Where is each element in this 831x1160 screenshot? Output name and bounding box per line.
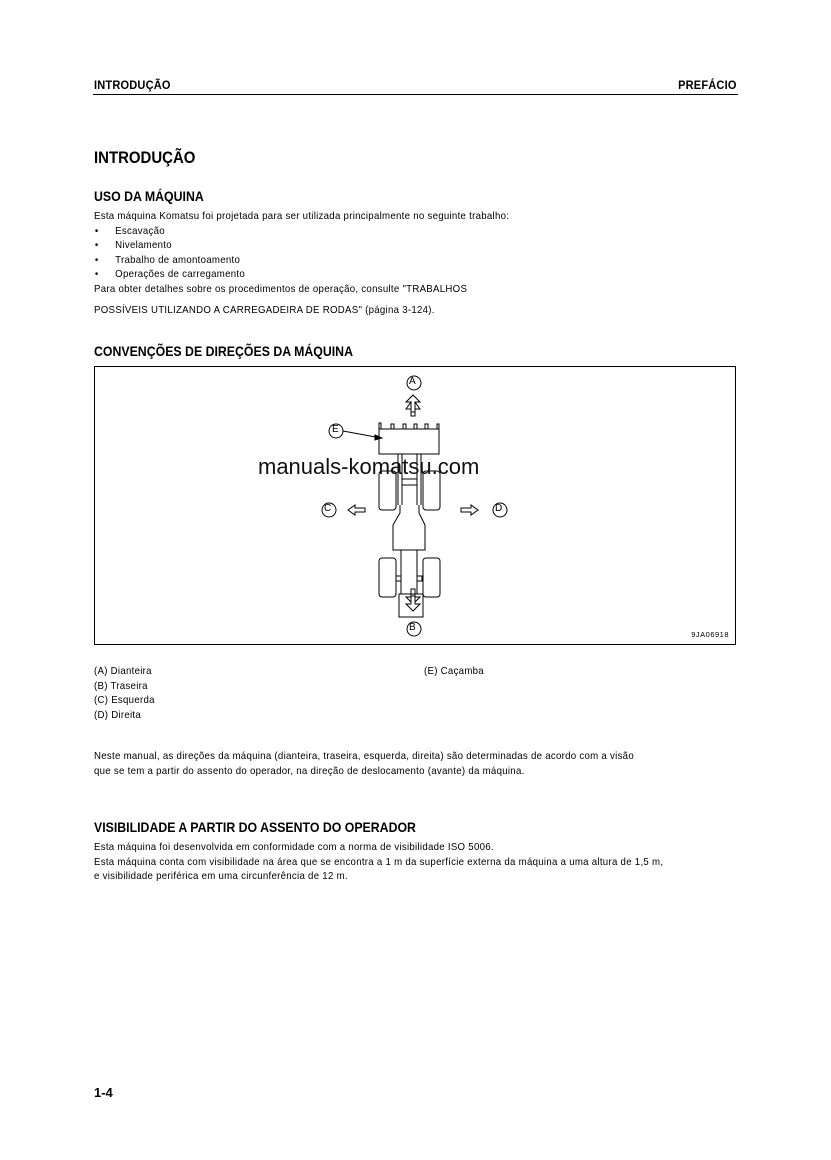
bullet-icon: •	[94, 268, 99, 281]
legend-item-d: (D) Direita	[94, 708, 142, 721]
section-uso-body	[94, 209, 509, 317]
uso-intro: Esta máquina Komatsu foi projetada para ser utilizada principalmente no seguinte trabalho:	[94, 210, 510, 222]
list-item: • Nivelamento	[94, 239, 172, 252]
arrow-rear-icon	[406, 596, 420, 611]
list-item: • Operações de carregamento	[94, 268, 246, 281]
visibilidade-body: Esta máquina foi desenvolvida em conformidade com a norma de visibilidade ISO 5006. Esta máquina conta com visibilidade na área que se encontra a 1 m da superfície externa da máquina a uma altura de 1,5 m, e visibilidade periférica em uma circunferência de 12 m.	[94, 841, 664, 883]
label-d: D	[495, 503, 503, 514]
legend-right	[424, 664, 484, 679]
uso-bullet-list	[94, 224, 509, 282]
machine-directions-figure	[94, 366, 736, 645]
page-number: 1-4	[94, 1085, 113, 1100]
legend-item-a: (A) Dianteira	[94, 665, 152, 677]
figure-code: 9JA06918	[691, 630, 729, 639]
label-e: E	[332, 424, 339, 435]
arrow-overlay	[95, 367, 737, 646]
list-item: • Escavação	[94, 224, 165, 237]
uso-details-line2: POSSÍVEIS UTILIZANDO A CARREGADEIRA DE RODAS" (página 3-124).	[94, 303, 435, 316]
legend-item-c: (C) Esquerda	[94, 694, 155, 707]
legend-item-b: (B) Traseira	[94, 679, 148, 692]
section-heading-visibilidade: VISIBILIDADE A PARTIR DO ASSENTO DO OPERADOR	[94, 819, 416, 835]
arrow-front-icon	[406, 395, 420, 412]
running-header-left: INTRODUÇÃO	[94, 78, 171, 92]
bullet-icon: •	[94, 253, 99, 266]
page-title: INTRODUÇÃO	[94, 148, 196, 167]
section-heading-direcoes: CONVENÇÕES DE DIREÇÕES DA MÁQUINA	[94, 343, 353, 359]
label-c: C	[324, 503, 332, 514]
list-item: • Trabalho de amontoamento	[94, 253, 241, 266]
label-a: A	[409, 376, 416, 387]
legend-item-e: (E) Caçamba	[424, 665, 484, 677]
label-b: B	[409, 622, 416, 633]
uso-details-line1: Para obter detalhes sobre os procedimentos de operação, consulte "TRABALHOS	[94, 282, 468, 295]
bullet-icon: •	[94, 224, 99, 237]
directions-note: Neste manual, as direções da máquina (dianteira, traseira, esquerda, direita) são determinadas de acordo com a visão que se tem a partir do assento do operador, na direção de deslocamento (avante) da máquina.	[94, 750, 634, 777]
section-heading-uso: USO DA MÁQUINA	[94, 188, 204, 204]
header-rule	[93, 94, 738, 95]
legend-left	[94, 664, 155, 722]
watermark-text: manuals-komatsu.com	[258, 454, 480, 479]
bullet-icon: •	[94, 239, 99, 252]
running-header-right: PREFÁCIO	[678, 78, 737, 92]
